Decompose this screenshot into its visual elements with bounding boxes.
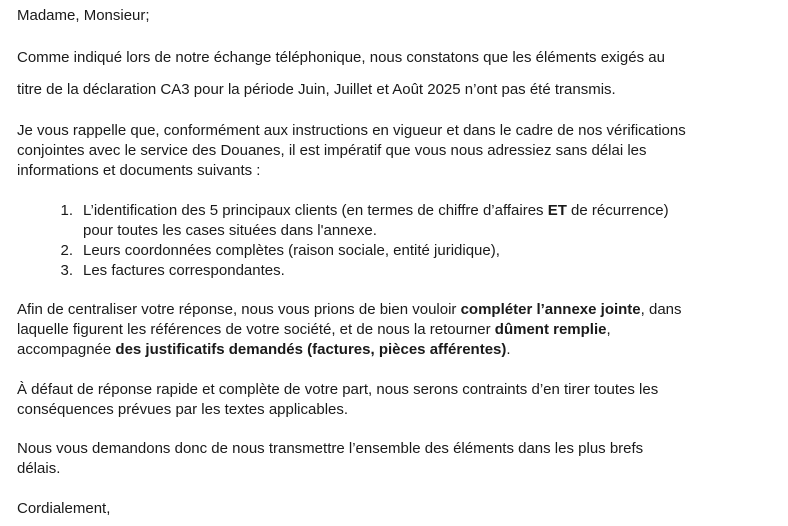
paragraph-2-line-2: conjointes avec le service des Douanes, il est impératif que vous nous adressiez sans délai les — [17, 142, 647, 159]
list-item-2: Leurs coordonnées complètes (raison sociale, entité juridique), — [83, 242, 500, 259]
paragraph-3-line-3: accompagnée des justificatifs demandés (factures, pièces afférentes). — [17, 341, 511, 358]
closing: Cordialement, — [17, 500, 111, 517]
list-item-1-line-1: L’identification des 5 principaux clients (en termes de chiffre d’affaires ET de récurrence) — [83, 202, 669, 219]
paragraph-1-line-1: Comme indiqué lors de notre échange téléphonique, nous constatons que les éléments exigés au — [17, 49, 665, 66]
paragraph-3-line-2: laquelle figurent les références de votre société, et de nous la retourner dûment remplie, — [17, 321, 611, 338]
paragraph-4-line-1: À défaut de réponse rapide et complète de votre part, nous serons contraints d’en tirer toutes les — [17, 381, 659, 398]
salutation: Madame, Monsieur; — [17, 7, 150, 24]
list-item-1-line-2: pour toutes les cases situées dans l'annexe. — [83, 222, 377, 239]
paragraph-4-line-2: conséquences prévues par les textes applicables. — [17, 401, 349, 418]
paragraph-5-line-1: Nous vous demandons donc de nous transmettre l’ensemble des éléments dans les plus brefs — [17, 440, 644, 457]
paragraph-2-line-3: informations et documents suivants : — [17, 162, 261, 179]
list-number-1: 1. — [60, 202, 73, 219]
list-item-3: Les factures correspondantes. — [83, 262, 285, 279]
paragraph-1-line-2: titre de la déclaration CA3 pour la période Juin, Juillet et Août 2025 n’ont pas été transmis. — [17, 81, 616, 98]
list-number-2: 2. — [60, 242, 73, 259]
paragraph-5-line-2: délais. — [17, 460, 61, 477]
list-number-3: 3. — [60, 262, 73, 279]
paragraph-3-line-1: Afin de centraliser votre réponse, nous vous prions de bien vouloir compléter l’annexe jointe, dans — [17, 301, 682, 318]
paragraph-2-line-1: Je vous rappelle que, conformément aux instructions en vigueur et dans le cadre de nos vérifications — [17, 122, 686, 139]
